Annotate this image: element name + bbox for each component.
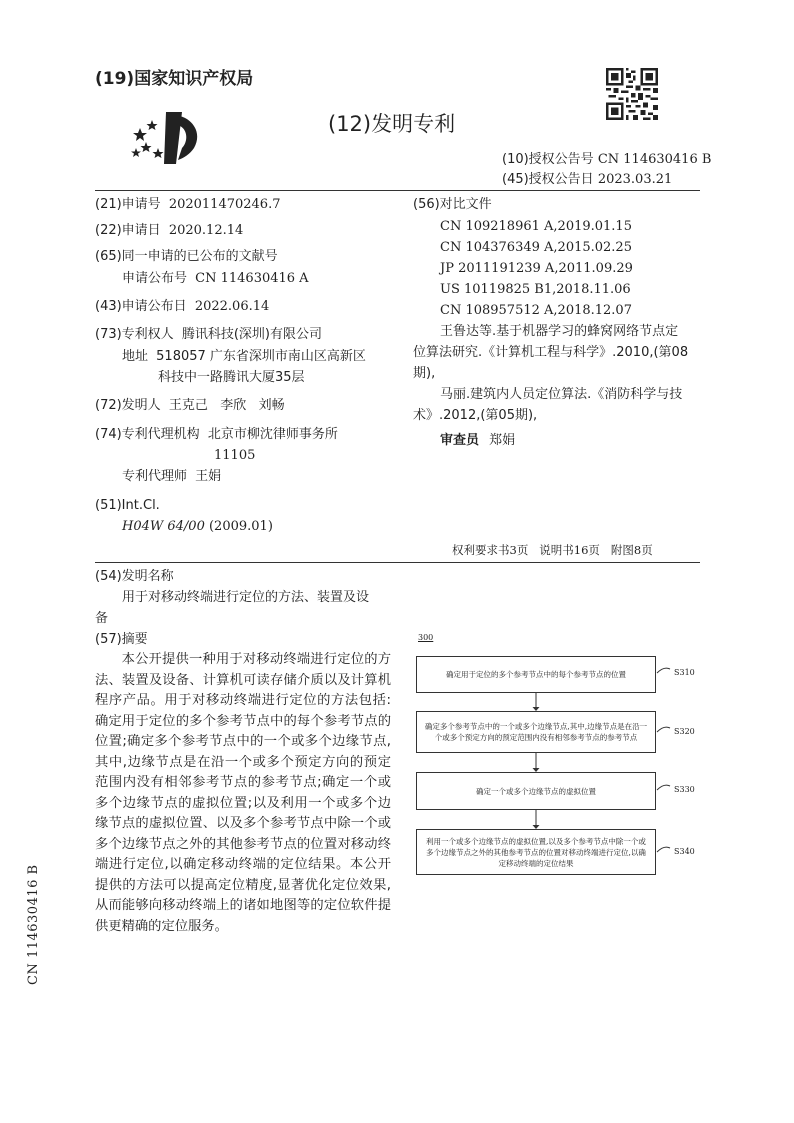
address-line1: 518057 广东省深圳市南山区高新区 bbox=[156, 349, 366, 364]
citation-1: CN 109218961 A,2019.01.15 bbox=[440, 219, 632, 234]
pub-no-row bbox=[122, 270, 309, 288]
cnipa-logo bbox=[128, 108, 208, 170]
app-no-row bbox=[95, 196, 280, 214]
examiner: 郑娟 bbox=[489, 433, 516, 448]
grant-pub-no-row bbox=[502, 151, 711, 169]
literature-1-line2: 位算法研究.《计算机工程与科学》.2010,(第08 bbox=[413, 345, 689, 360]
agency-code: 11105 bbox=[214, 448, 256, 463]
grant-date: 2023.03.21 bbox=[597, 172, 673, 187]
citation-5: CN 108957512 A,2018.12.07 bbox=[440, 303, 632, 318]
pages-info: 权利要求书3页 说明书16页 附图8页 bbox=[452, 543, 653, 557]
document-type: (12)发明专利 bbox=[328, 112, 456, 136]
inventors-row bbox=[95, 397, 285, 415]
prior-pub-label: (65)同一申请的已公布的文献号 bbox=[95, 249, 278, 264]
patentee-label: (73)专利权人 bbox=[95, 327, 174, 342]
inventors-label: (72)发明人 bbox=[95, 398, 161, 413]
flow-label-s330: S330 bbox=[674, 785, 695, 794]
literature-1-line1: 王鲁达等.基于机器学习的蜂窝网络节点定 bbox=[440, 324, 679, 339]
agent-label: 专利代理师 bbox=[122, 469, 188, 484]
flow-label-s310: S310 bbox=[674, 668, 695, 677]
title-label: (54)发明名称 bbox=[95, 569, 174, 584]
address-row bbox=[122, 348, 366, 366]
citation-2: CN 104376349 A,2015.02.25 bbox=[440, 240, 632, 255]
header-divider bbox=[95, 190, 700, 191]
patentee: 腾讯科技(深圳)有限公司 bbox=[181, 327, 322, 342]
agency: 北京市柳沈律师事务所 bbox=[207, 427, 338, 442]
literature-2-line2: 术》.2012,(第05期), bbox=[413, 408, 538, 423]
intcl-row bbox=[122, 518, 273, 536]
pub-no: CN 114630416 A bbox=[195, 271, 309, 286]
app-date-label: (22)申请日 bbox=[95, 223, 161, 238]
pub-no-label: 申请公布号 bbox=[122, 271, 188, 286]
flow-step-s320-text: 确定多个参考节点中的一个或多个边缘节点,其中,边缘节点是在沿一个或多个预定方向的预定范围内没有相邻参考节点的参考节点 bbox=[424, 722, 648, 742]
pub-date: 2022.06.14 bbox=[194, 299, 270, 314]
agency-label: (74)专利代理机构 bbox=[95, 427, 200, 442]
flow-label-s320: S320 bbox=[674, 727, 695, 736]
citation-3: JP 2011191239 A,2011.09.29 bbox=[440, 261, 633, 276]
agency-row bbox=[95, 426, 338, 444]
patentee-row bbox=[95, 326, 322, 344]
citations-label: (56)对比文件 bbox=[413, 197, 492, 212]
flow-step-s330-text: 确定一个或多个边缘节点的虚拟位置 bbox=[476, 786, 596, 796]
figure-number: 300 bbox=[418, 633, 434, 642]
address-label: 地址 bbox=[122, 349, 149, 364]
app-date: 2020.12.14 bbox=[168, 223, 244, 238]
examiner-label: 审查员 bbox=[440, 433, 480, 448]
intcl-version: (2009.01) bbox=[208, 519, 273, 534]
grant-pub-no-label: (10)授权公告号 bbox=[502, 152, 594, 167]
flow-connectors bbox=[400, 630, 700, 890]
title-line1: 用于对移动终端进行定位的方法、装置及设 bbox=[122, 590, 370, 605]
pub-date-label: (43)申请公布日 bbox=[95, 299, 187, 314]
pages-divider bbox=[95, 562, 700, 563]
app-no-label: (21)申请号 bbox=[95, 197, 161, 212]
pub-date-row bbox=[95, 298, 269, 316]
app-no: 202011470246.7 bbox=[168, 197, 281, 212]
grant-pub-no: CN 114630416 B bbox=[597, 152, 712, 167]
literature-1-line3: 期), bbox=[413, 366, 436, 381]
address-line2: 科技中一路腾讯大厦35层 bbox=[158, 370, 305, 385]
flow-step-s310-text: 确定用于定位的多个参考节点中的每个参考节点的位置 bbox=[446, 670, 626, 679]
intcl-code: H04W 64/00 bbox=[122, 519, 205, 534]
inventors: 王克己 李欣 刘畅 bbox=[168, 398, 285, 413]
abstract-label: (57)摘要 bbox=[95, 632, 148, 647]
agent: 王娟 bbox=[195, 469, 222, 484]
agent-row bbox=[122, 468, 221, 486]
intcl-label: (51)Int.Cl. bbox=[95, 498, 160, 513]
citation-4: US 10119825 B1,2018.11.06 bbox=[440, 282, 631, 297]
flow-step-s340-text: 利用一个或多个边缘节点的虚拟位置,以及多个参考节点中除一个或多个边缘节点之外的其他参考节点的位置对移动终端进行定位,以确定移动终端的定位结果 bbox=[426, 836, 646, 868]
qr-code-icon bbox=[606, 68, 658, 120]
app-date-row bbox=[95, 222, 243, 240]
side-publication-number: CN 114630416 B bbox=[26, 864, 41, 985]
grant-date-label: (45)授权公告日 bbox=[502, 172, 594, 187]
grant-date-row bbox=[502, 171, 672, 189]
examiner-row bbox=[440, 432, 515, 450]
abstract-text: 本公开提供一种用于对移动终端进行定位的方法、装置及设备、计算机可读存储介质以及计算机程序产品。用于对移动终端进行定位的方法包括:确定用于定位的多个参考节点中的每个参考节点的位置;确定多个参考节点中的一个或多个边缘节点,其中,边缘节点是在沿一个或多个预定方向的预定范围内没有相邻参考节点的参考节点;确定一个或多个边缘节点的虚拟位置;以及利用一个或多个边缘节点的虚拟位置、以及多个参考节点中除一个或多个边缘节点之外的其他参考节点的位置对移动终端进行定位,以确定移动终端的定位结果。本公开提供的方法可以提高定位精度,显著优化定位效果,从而能够向移动终端上的诸如地图等的定位软件提供更精确的定位服务。 bbox=[95, 652, 391, 934]
flow-label-s340: S340 bbox=[674, 847, 695, 856]
title-line2: 备 bbox=[95, 611, 109, 626]
office-name: (19)国家知识产权局 bbox=[95, 69, 254, 89]
literature-2-line1: 马丽.建筑内人员定位算法.《消防科学与技 bbox=[440, 387, 683, 402]
